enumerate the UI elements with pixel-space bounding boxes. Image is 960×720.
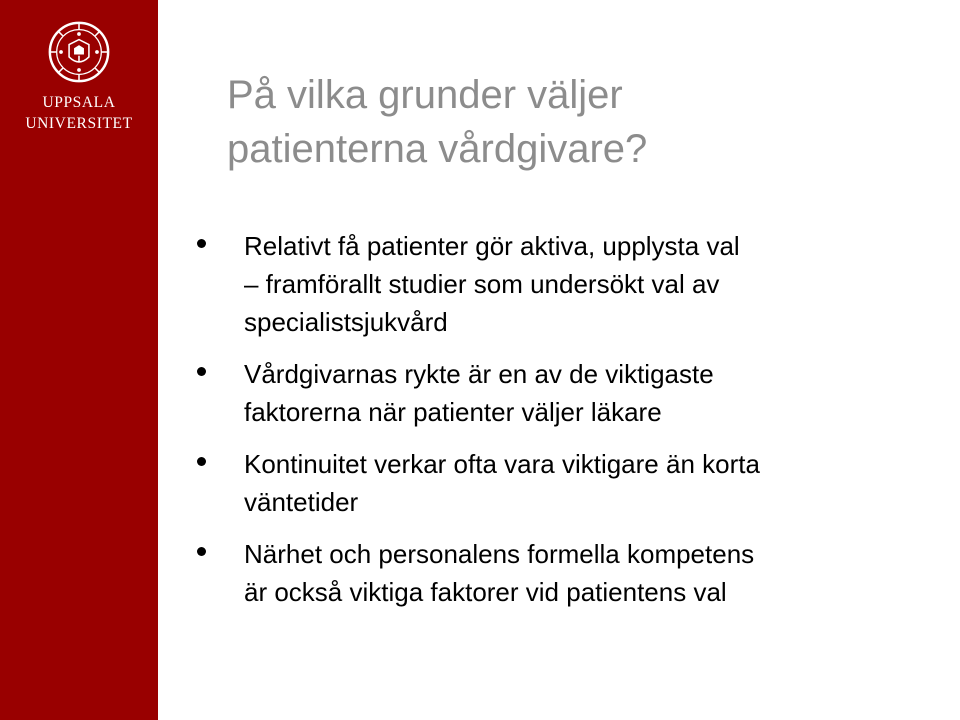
bullet-line: Närhet och personalens formella kompetens	[244, 539, 755, 569]
logo-line-2: UNIVERSITET	[25, 115, 133, 132]
title-line-2: patienterna vårdgivare?	[227, 127, 648, 171]
bullet-line: Kontinuitet verkar ofta vara viktigare än korta	[244, 449, 760, 479]
title-line-1: På vilka grunder väljer	[227, 73, 623, 117]
bullet-line: väntetider	[244, 487, 359, 517]
bullet-text	[244, 445, 915, 521]
bullet-text	[244, 227, 915, 341]
bullet-line: specialistsjukvård	[244, 307, 448, 337]
slide-title	[227, 68, 927, 176]
bullet-item	[195, 535, 915, 611]
bullet-item	[195, 355, 915, 431]
bullet-list	[195, 227, 915, 611]
bullet-item	[195, 227, 915, 341]
bullet-item	[195, 445, 915, 521]
university-seal-icon	[48, 21, 110, 83]
bullet-line: Relativt få patienter gör aktiva, upplysta val	[244, 231, 740, 261]
logo-line-1: UPPSALA	[42, 94, 116, 111]
bullet-dot-icon	[197, 547, 206, 556]
bullet-line: faktorerna när patienter väljer läkare	[244, 397, 662, 427]
bullet-dot-icon	[197, 239, 206, 248]
bullet-dot-icon	[197, 457, 206, 466]
bullet-line: Vårdgivarnas rykte är en av de viktigaste	[244, 359, 714, 389]
bullet-line: är också viktiga faktorer vid patientens val	[244, 577, 727, 607]
bullet-text	[244, 535, 915, 611]
brand-sidebar	[0, 0, 158, 720]
bullet-line: – framförallt studier som undersökt val av	[244, 269, 720, 299]
bullet-text	[244, 355, 915, 431]
bullet-dot-icon	[197, 367, 206, 376]
